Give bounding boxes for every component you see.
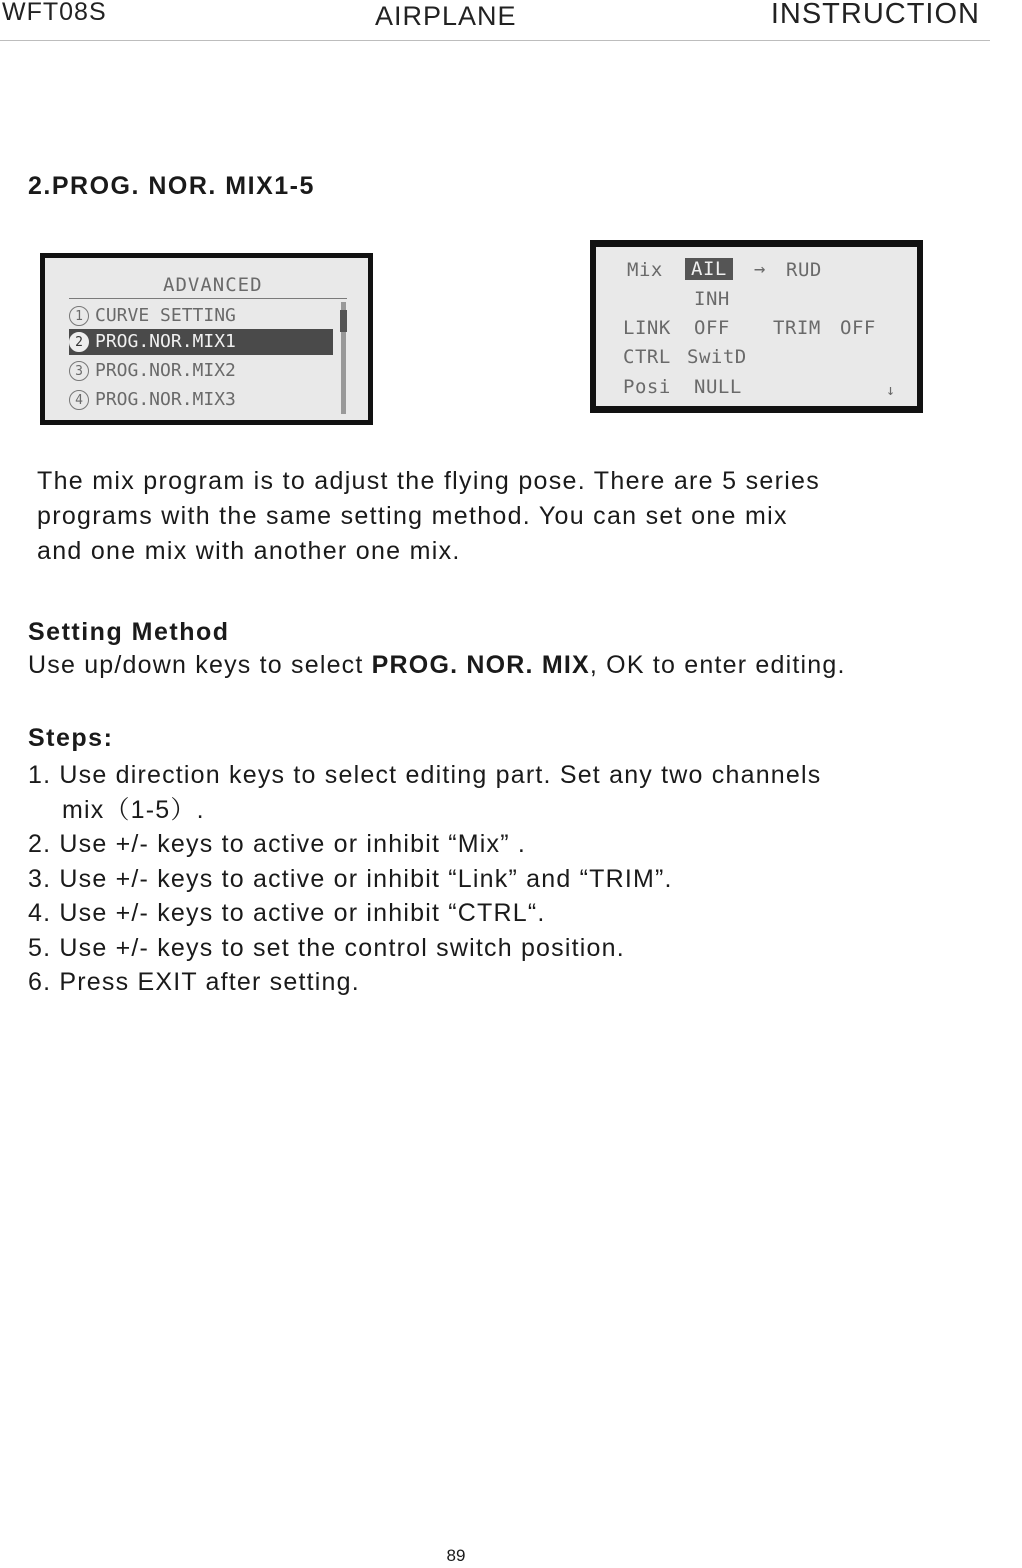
setting-method-title: Setting Method (28, 618, 230, 646)
step-line-continued: mix（1-5）. (62, 795, 205, 824)
header-doc-type: INSTRUCTION (770, 0, 980, 30)
ctrl-label: CTRL (623, 346, 671, 368)
lcd-advanced-menu (40, 253, 373, 425)
item-number-icon: 1 (69, 306, 89, 326)
lcd-menu-item-selected (69, 329, 333, 355)
ctrl-value: SwitD (687, 346, 747, 368)
intro-line: The mix program is to adjust the flying pose. There are 5 series (37, 467, 821, 495)
lcd-mix-settings (590, 240, 923, 413)
step-line: 3. Use +/- keys to active or inhibit “Link” and “TRIM”. (28, 864, 673, 893)
step-line: 1. Use direction keys to select editing part. Set any two channels (28, 761, 822, 789)
step-line: 5. Use +/- keys to set the control switch position. (28, 933, 625, 962)
page-number: 89 (446, 1546, 466, 1565)
lcd-menu-item-label: CURVE SETTING (95, 305, 236, 326)
setting-method-menu-name: PROG. NOR. MIX (371, 651, 590, 679)
intro-line: programs with the same setting method. You can set one mix (37, 502, 788, 530)
lcd-menu-item-label: PROG.NOR.MIX3 (95, 389, 236, 410)
lcd-menu-divider (69, 298, 347, 299)
trim-value: OFF (840, 317, 876, 339)
link-value: OFF (694, 317, 730, 339)
setting-method-text-end: , OK to enter editing. (589, 651, 846, 679)
steps-list (28, 758, 821, 1000)
mix-label: Mix (627, 259, 663, 281)
step-line: 2. Use +/- keys to active or inhibit “Mix” . (28, 830, 527, 858)
lcd-menu-item (69, 358, 339, 384)
item-number-icon: 3 (69, 361, 89, 381)
steps-title: Steps: (28, 724, 114, 752)
step-line: 4. Use +/- keys to active or inhibit “CTRL“. (28, 899, 546, 927)
mix-master-channel: AIL (685, 258, 733, 280)
mix-slave-channel: RUD (786, 259, 822, 281)
posi-label: Posi (623, 376, 671, 398)
lcd-scrollbar-thumb (340, 310, 347, 332)
header-divider (0, 40, 990, 41)
lcd-menu-item-label: PROG.NOR.MIX2 (95, 360, 236, 381)
header-model: WFT08S (2, 0, 107, 26)
intro-paragraph (37, 464, 997, 569)
arrow-right-icon: → (754, 258, 766, 280)
intro-line: and one mix with another one mix. (37, 537, 461, 565)
item-number-icon: 2 (69, 332, 89, 352)
link-label: LINK (623, 317, 671, 339)
lcd-menu-title: ADVANCED (163, 274, 263, 296)
posi-value: NULL (694, 376, 742, 398)
lcd-menu-item (69, 387, 339, 413)
setting-method-text-start: Use up/down keys to select (28, 651, 372, 679)
trim-label: TRIM (773, 317, 821, 339)
item-number-icon: 4 (69, 390, 89, 410)
section-title: 2.PROG. NOR. MIX1-5 (28, 172, 315, 200)
header-category: AIRPLANE (375, 1, 517, 31)
scroll-down-icon: ↓ (886, 381, 896, 399)
step-line: 6. Press EXIT after setting. (28, 968, 360, 996)
setting-method-text (28, 651, 846, 680)
lcd-menu-item-label: PROG.NOR.MIX1 (95, 331, 236, 352)
lcd-screen (45, 258, 368, 420)
lcd-screen (596, 247, 917, 406)
mix-state: INH (694, 288, 730, 310)
lcd-menu-item (69, 303, 339, 329)
